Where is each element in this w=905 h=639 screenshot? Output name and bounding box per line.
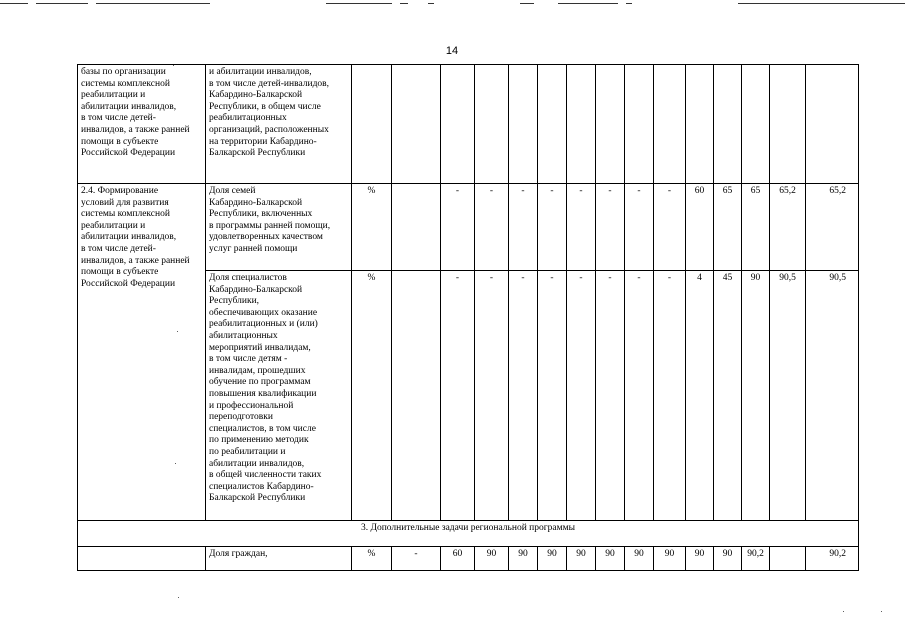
indicator-cell: Доля специалистов Кабардино-Балкарской Республики, обеспечивающих оказание реабилитационных и (или) абилитационных мероприятий инвалидам, в том числе детям - инвалидам, прошедших обучение по программам повышения квалификации и профессиональной переподготовки специалистов, в том числе по применению методик по реабилитации и абилитации инвалидов, в общей численности таких специалистов Кабардино- Балкарской Республики — [206, 271, 352, 521]
value-cell — [770, 547, 806, 571]
value-cell: 90 — [686, 547, 714, 571]
value-cell: - — [441, 271, 475, 521]
value-cell: 65,2 — [770, 184, 806, 271]
value-cell: - — [625, 184, 654, 271]
value-cell: - — [509, 184, 538, 271]
value-cell: - — [475, 184, 509, 271]
value-cell: - — [654, 184, 686, 271]
value-cell: - — [567, 271, 596, 521]
value-cell: 90 — [567, 547, 596, 571]
value-cell — [441, 65, 475, 184]
value-cell: - — [567, 184, 596, 271]
value-cell: - — [654, 271, 686, 521]
value-cell: 65,2 — [806, 184, 859, 271]
value-cell — [392, 271, 441, 521]
value-cell: 90 — [625, 547, 654, 571]
value-cell: 90,5 — [806, 271, 859, 521]
value-cell: 90 — [742, 271, 770, 521]
unit-cell — [352, 65, 392, 184]
value-cell: 90 — [714, 547, 742, 571]
goal-cell: 2.4. Формирование условий для развития системы комплексной реабилитации и абилитации инвалидов, в том числе детей- инвалидов, а также ранней помощи в субъекте Российской Федерации — [78, 184, 206, 521]
value-cell — [625, 65, 654, 184]
section-title: 3. Дополнительные задачи региональной программы — [78, 521, 859, 547]
value-cell: - — [596, 271, 625, 521]
value-cell: - — [441, 184, 475, 271]
section-row — [78, 521, 859, 547]
value-cell — [654, 65, 686, 184]
value-cell: 90,2 — [742, 547, 770, 571]
table-row — [78, 184, 859, 271]
goal-cell — [78, 547, 206, 571]
value-cell: 45 — [714, 271, 742, 521]
value-cell — [596, 65, 625, 184]
value-cell: - — [596, 184, 625, 271]
scan-speck: · — [174, 458, 177, 468]
value-cell: 90,2 — [806, 547, 859, 571]
value-cell — [742, 65, 770, 184]
value-cell: 90,5 — [770, 271, 806, 521]
value-cell: - — [625, 271, 654, 521]
scan-speck: · — [177, 592, 180, 602]
unit-cell: % — [352, 271, 392, 521]
indicators-table — [77, 64, 859, 571]
value-cell: - — [475, 271, 509, 521]
unit-cell: % — [352, 184, 392, 271]
table-row — [78, 547, 859, 571]
value-cell — [686, 65, 714, 184]
value-cell: 90 — [654, 547, 686, 571]
value-cell: - — [509, 271, 538, 521]
value-cell: - — [538, 184, 567, 271]
value-cell — [475, 65, 509, 184]
value-cell — [538, 65, 567, 184]
value-cell: 65 — [714, 184, 742, 271]
value-cell: - — [538, 271, 567, 521]
value-cell — [567, 65, 596, 184]
indicator-cell: Доля семей Кабардино-Балкарской Республики, включенных в программы ранней помощи, удовлетворенных качеством услуг ранней помощи — [206, 184, 352, 271]
indicator-cell: Доля граждан, — [206, 547, 352, 571]
value-cell: 90 — [538, 547, 567, 571]
value-cell — [714, 65, 742, 184]
scan-speck: · — [176, 326, 179, 336]
value-cell — [392, 65, 441, 184]
scan-speck: · — [880, 606, 883, 616]
goal-cell: базы по организации системы комплексной реабилитации и абилитации инвалидов, в том числе детей- инвалидов, а также ранней помощи в субъекте Российской Федерации — [78, 65, 206, 184]
page-number: 14 — [445, 45, 459, 57]
value-cell — [509, 65, 538, 184]
scan-speck: · — [172, 60, 175, 70]
value-cell: 60 — [441, 547, 475, 571]
unit-cell: % — [352, 547, 392, 571]
value-cell: 4 — [686, 271, 714, 521]
value-cell: 90 — [509, 547, 538, 571]
value-cell — [770, 65, 806, 184]
indicator-cell: и абилитации инвалидов, в том числе детей-инвалидов, Кабардино-Балкарской Республики, в общем числе реабилитационных организаций, расположенных на территории Кабардино- Балкарской Республики — [206, 65, 352, 184]
scan-header-marks — [0, 0, 905, 6]
value-cell: 65 — [742, 184, 770, 271]
value-cell — [392, 184, 441, 271]
scan-speck: · — [842, 606, 845, 616]
table-row — [78, 65, 859, 184]
value-cell: 90 — [475, 547, 509, 571]
value-cell — [806, 65, 859, 184]
value-cell: 60 — [686, 184, 714, 271]
value-cell: - — [392, 547, 441, 571]
value-cell: 90 — [596, 547, 625, 571]
